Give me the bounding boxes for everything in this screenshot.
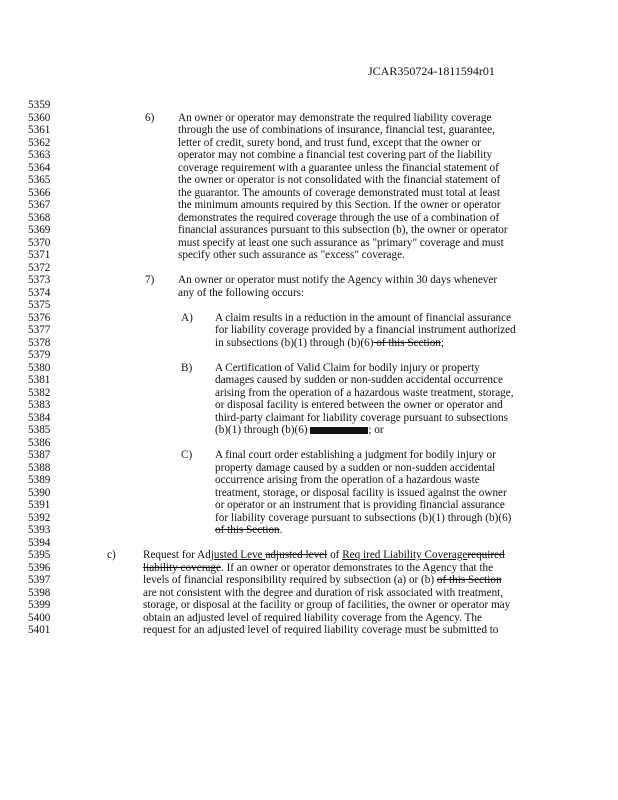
line-number: 5389	[28, 474, 51, 486]
line-number: 5386	[28, 436, 51, 449]
document-line	[0, 349, 618, 362]
line-text	[178, 112, 491, 125]
line-text	[143, 549, 505, 562]
document-line	[0, 599, 618, 612]
text-run: Request for Adj	[143, 549, 214, 561]
item-marker: c)	[107, 549, 116, 561]
line-number: 5377	[28, 324, 51, 336]
line-number: 5379	[28, 349, 51, 361]
line-text	[215, 399, 503, 412]
line-number: 5360	[28, 111, 51, 124]
line-number: 5383	[28, 399, 51, 411]
line-text	[215, 512, 511, 525]
deleted-text: liability coverage	[143, 561, 221, 574]
inserted-text: usted Leve	[213, 549, 266, 561]
document-line	[0, 162, 618, 175]
deleted-text: required	[467, 549, 505, 561]
text-run: letter of credit, surety bond, and trust fund, except that the owner or	[178, 136, 481, 149]
line-number: 5397	[28, 574, 51, 586]
document-line	[0, 474, 618, 487]
line-text	[178, 199, 501, 212]
line-number: 5366	[28, 186, 51, 199]
text-run: storage, or disposal at the facility or group of facilities, the owner or operator may	[143, 599, 511, 611]
document-line	[0, 562, 618, 575]
line-text	[215, 449, 496, 462]
text-run: obtain an adjusted level of required liability coverage from the Agency. The	[143, 611, 482, 624]
line-number: 5392	[28, 511, 51, 524]
line-text	[143, 612, 482, 625]
line-text	[178, 287, 304, 300]
deleted-text: adjusted level	[265, 549, 328, 561]
deleted-text: of this Section	[215, 524, 280, 536]
line-number: 5400	[28, 611, 51, 624]
text-run: for liability coverage pursuant to subsections (b)(1) through (b)(6)	[215, 511, 512, 524]
document-line	[0, 437, 618, 450]
document-line	[0, 212, 618, 225]
line-text	[215, 487, 507, 500]
line-number: 5374	[28, 286, 51, 299]
line-number: 5367	[28, 199, 51, 211]
line-text	[178, 149, 492, 162]
redaction-box	[310, 427, 368, 434]
line-number: 5381	[28, 374, 51, 386]
line-text	[215, 462, 495, 475]
line-number: 5363	[28, 149, 51, 161]
document-line	[0, 424, 618, 437]
line-text	[178, 237, 504, 250]
text-run: third-party claimant for liability coverage pursuant to subsections	[215, 411, 508, 424]
line-text	[178, 187, 500, 200]
document-line	[0, 624, 618, 637]
text-run: of	[327, 549, 343, 561]
text-run: damages caused by sudden or non-sudden accidental occurrence	[215, 374, 503, 386]
text-run: operator may not combine a financial test covering part of the liability	[178, 149, 493, 161]
text-run: arising from the operation of a hazardous waste treatment, storage,	[215, 386, 514, 399]
document-line	[0, 299, 618, 312]
text-run: treatment, storage, or disposal facility is issued against the owner	[215, 486, 507, 499]
document-body	[0, 99, 618, 637]
document-line	[0, 499, 618, 512]
document-line	[0, 112, 618, 125]
document-line	[0, 574, 618, 587]
item-marker: 6)	[145, 111, 155, 124]
text-run: or operator or an instrument that is providing financial assurance	[215, 499, 505, 511]
line-number: 5393	[28, 524, 51, 536]
text-run: demonstrates the required coverage through the use of a combination of	[178, 211, 500, 224]
line-number: 5373	[28, 274, 51, 286]
document-line	[0, 262, 618, 275]
text-run: A final court order establishing a judgment for bodily injury or	[215, 449, 496, 461]
line-text	[143, 624, 498, 637]
document-line	[0, 374, 618, 387]
text-run: ; or	[368, 424, 384, 436]
line-text	[143, 574, 502, 587]
text-run: .	[279, 524, 283, 536]
deleted-text: of this Section	[436, 574, 502, 586]
line-number: 5398	[28, 586, 51, 599]
document-line	[0, 99, 618, 112]
line-text	[215, 412, 508, 425]
line-text	[215, 362, 480, 375]
line-number: 5385	[28, 424, 51, 436]
document-line	[0, 512, 618, 525]
line-text	[215, 524, 282, 537]
item-marker: A)	[181, 311, 193, 324]
line-number: 5370	[28, 236, 51, 249]
item-marker: C)	[181, 449, 193, 461]
line-number: 5391	[28, 499, 51, 511]
line-number: 5371	[28, 249, 51, 261]
text-run: occurrence arising from the operation of a hazardous waste	[215, 474, 480, 486]
line-number: 5365	[28, 174, 51, 186]
document-line	[0, 187, 618, 200]
document-line	[0, 362, 618, 375]
document-line	[0, 174, 618, 187]
deleted-text: of this Section	[373, 336, 441, 349]
document-line	[0, 312, 618, 325]
document-line	[0, 249, 618, 262]
document-line	[0, 524, 618, 537]
line-text	[178, 162, 499, 175]
item-marker: B)	[181, 361, 193, 374]
line-text	[215, 499, 505, 512]
document-line	[0, 124, 618, 137]
line-text	[143, 599, 510, 612]
document-line	[0, 449, 618, 462]
document-line	[0, 287, 618, 300]
line-text	[178, 274, 497, 287]
text-run: for liability coverage provided by a financial instrument authorized	[215, 324, 516, 336]
line-number: 5378	[28, 336, 51, 349]
text-run: specify other such assurance as "excess" coverage.	[178, 249, 405, 261]
text-run: request for an adjusted level of required liability coverage must be submitted to	[143, 624, 499, 636]
line-text	[143, 562, 493, 575]
line-number: 5380	[28, 361, 51, 374]
document-id-header: JCAR350724-1811594r01	[368, 64, 495, 78]
document-line	[0, 399, 618, 412]
line-number: 5375	[28, 299, 51, 311]
line-number: 5401	[28, 624, 51, 636]
text-run: A Certification of Valid Claim for bodily injury or property	[215, 361, 480, 374]
text-run: through the use of combinations of insurance, financial test, guarantee,	[178, 124, 495, 136]
line-text	[215, 337, 444, 350]
text-run: or disposal facility is entered between the owner or operator and	[215, 399, 503, 411]
document-line	[0, 237, 618, 250]
document-line	[0, 324, 618, 337]
line-text	[178, 224, 508, 237]
line-number: 5395	[28, 549, 51, 561]
line-text	[215, 324, 516, 337]
text-run: the guarantor. The amounts of coverage demonstrated must total at least	[178, 186, 500, 199]
document-line	[0, 199, 618, 212]
line-number: 5368	[28, 211, 51, 224]
line-number: 5369	[28, 224, 51, 236]
document-line	[0, 224, 618, 237]
line-text	[178, 249, 405, 262]
document-line	[0, 537, 618, 550]
line-text	[215, 374, 503, 387]
line-number: 5396	[28, 561, 51, 574]
line-text	[215, 474, 480, 487]
document-line	[0, 462, 618, 475]
document-line	[0, 149, 618, 162]
line-number: 5390	[28, 486, 51, 499]
text-run: . If an owner or operator demonstrates to the Agency that the	[220, 561, 494, 574]
text-run: must specify at least one such assurance as "primary" coverage and must	[178, 236, 504, 249]
line-number: 5394	[28, 536, 51, 549]
line-text	[215, 387, 514, 400]
document-line	[0, 487, 618, 500]
line-text	[178, 212, 499, 225]
text-run: (b)(1) through (b)(6)	[215, 424, 311, 436]
text-run: are not consistent with the degree and duration of risk associated with treatment,	[143, 586, 504, 599]
line-text	[178, 124, 495, 137]
item-marker: 7)	[145, 274, 155, 286]
text-run: A claim results in a reduction in the amount of financial assurance	[215, 311, 512, 324]
text-run: the owner or operator is not consolidated with the financial statement of	[178, 174, 501, 186]
document-line	[0, 337, 618, 350]
line-number: 5376	[28, 311, 51, 324]
line-number: 5388	[28, 461, 51, 474]
inserted-text: Req ired Liability Coverage	[342, 549, 468, 561]
line-text	[143, 587, 503, 600]
text-run: property damage caused by a sudden or non-sudden accidental	[215, 461, 496, 474]
line-number: 5359	[28, 99, 51, 111]
text-run: ;	[440, 336, 445, 349]
line-number: 5382	[28, 386, 51, 399]
line-number: 5364	[28, 161, 51, 174]
text-run: in subsections (b)(1) through (b)(6)	[215, 336, 374, 349]
line-text	[215, 312, 511, 325]
document-line	[0, 612, 618, 625]
line-number: 5362	[28, 136, 51, 149]
line-text	[178, 137, 481, 150]
document-line	[0, 137, 618, 150]
document-line	[0, 549, 618, 562]
text-run: any of the following occurs:	[178, 286, 305, 299]
document-line	[0, 387, 618, 400]
document-line	[0, 587, 618, 600]
text-run: An owner or operator must notify the Agency within 30 days whenever	[178, 274, 498, 286]
line-number: 5372	[28, 261, 51, 274]
text-run: An owner or operator may demonstrate the required liability coverage	[178, 111, 492, 124]
document-line	[0, 274, 618, 287]
document-line	[0, 412, 618, 425]
text-run: the minimum amounts required by this Section. If the owner or operator	[178, 199, 501, 211]
line-text	[215, 424, 384, 437]
line-text	[178, 174, 500, 187]
line-number: 5384	[28, 411, 51, 424]
line-number: 5361	[28, 124, 51, 136]
text-run: coverage requirement with a guarantee unless the financial statement of	[178, 161, 499, 174]
text-run: levels of financial responsibility required by subsection (a) or (b)	[143, 574, 437, 586]
text-run: financial assurances pursuant to this subsection (b), the owner or operator	[178, 224, 508, 236]
line-number: 5387	[28, 449, 51, 461]
line-number: 5399	[28, 599, 51, 611]
